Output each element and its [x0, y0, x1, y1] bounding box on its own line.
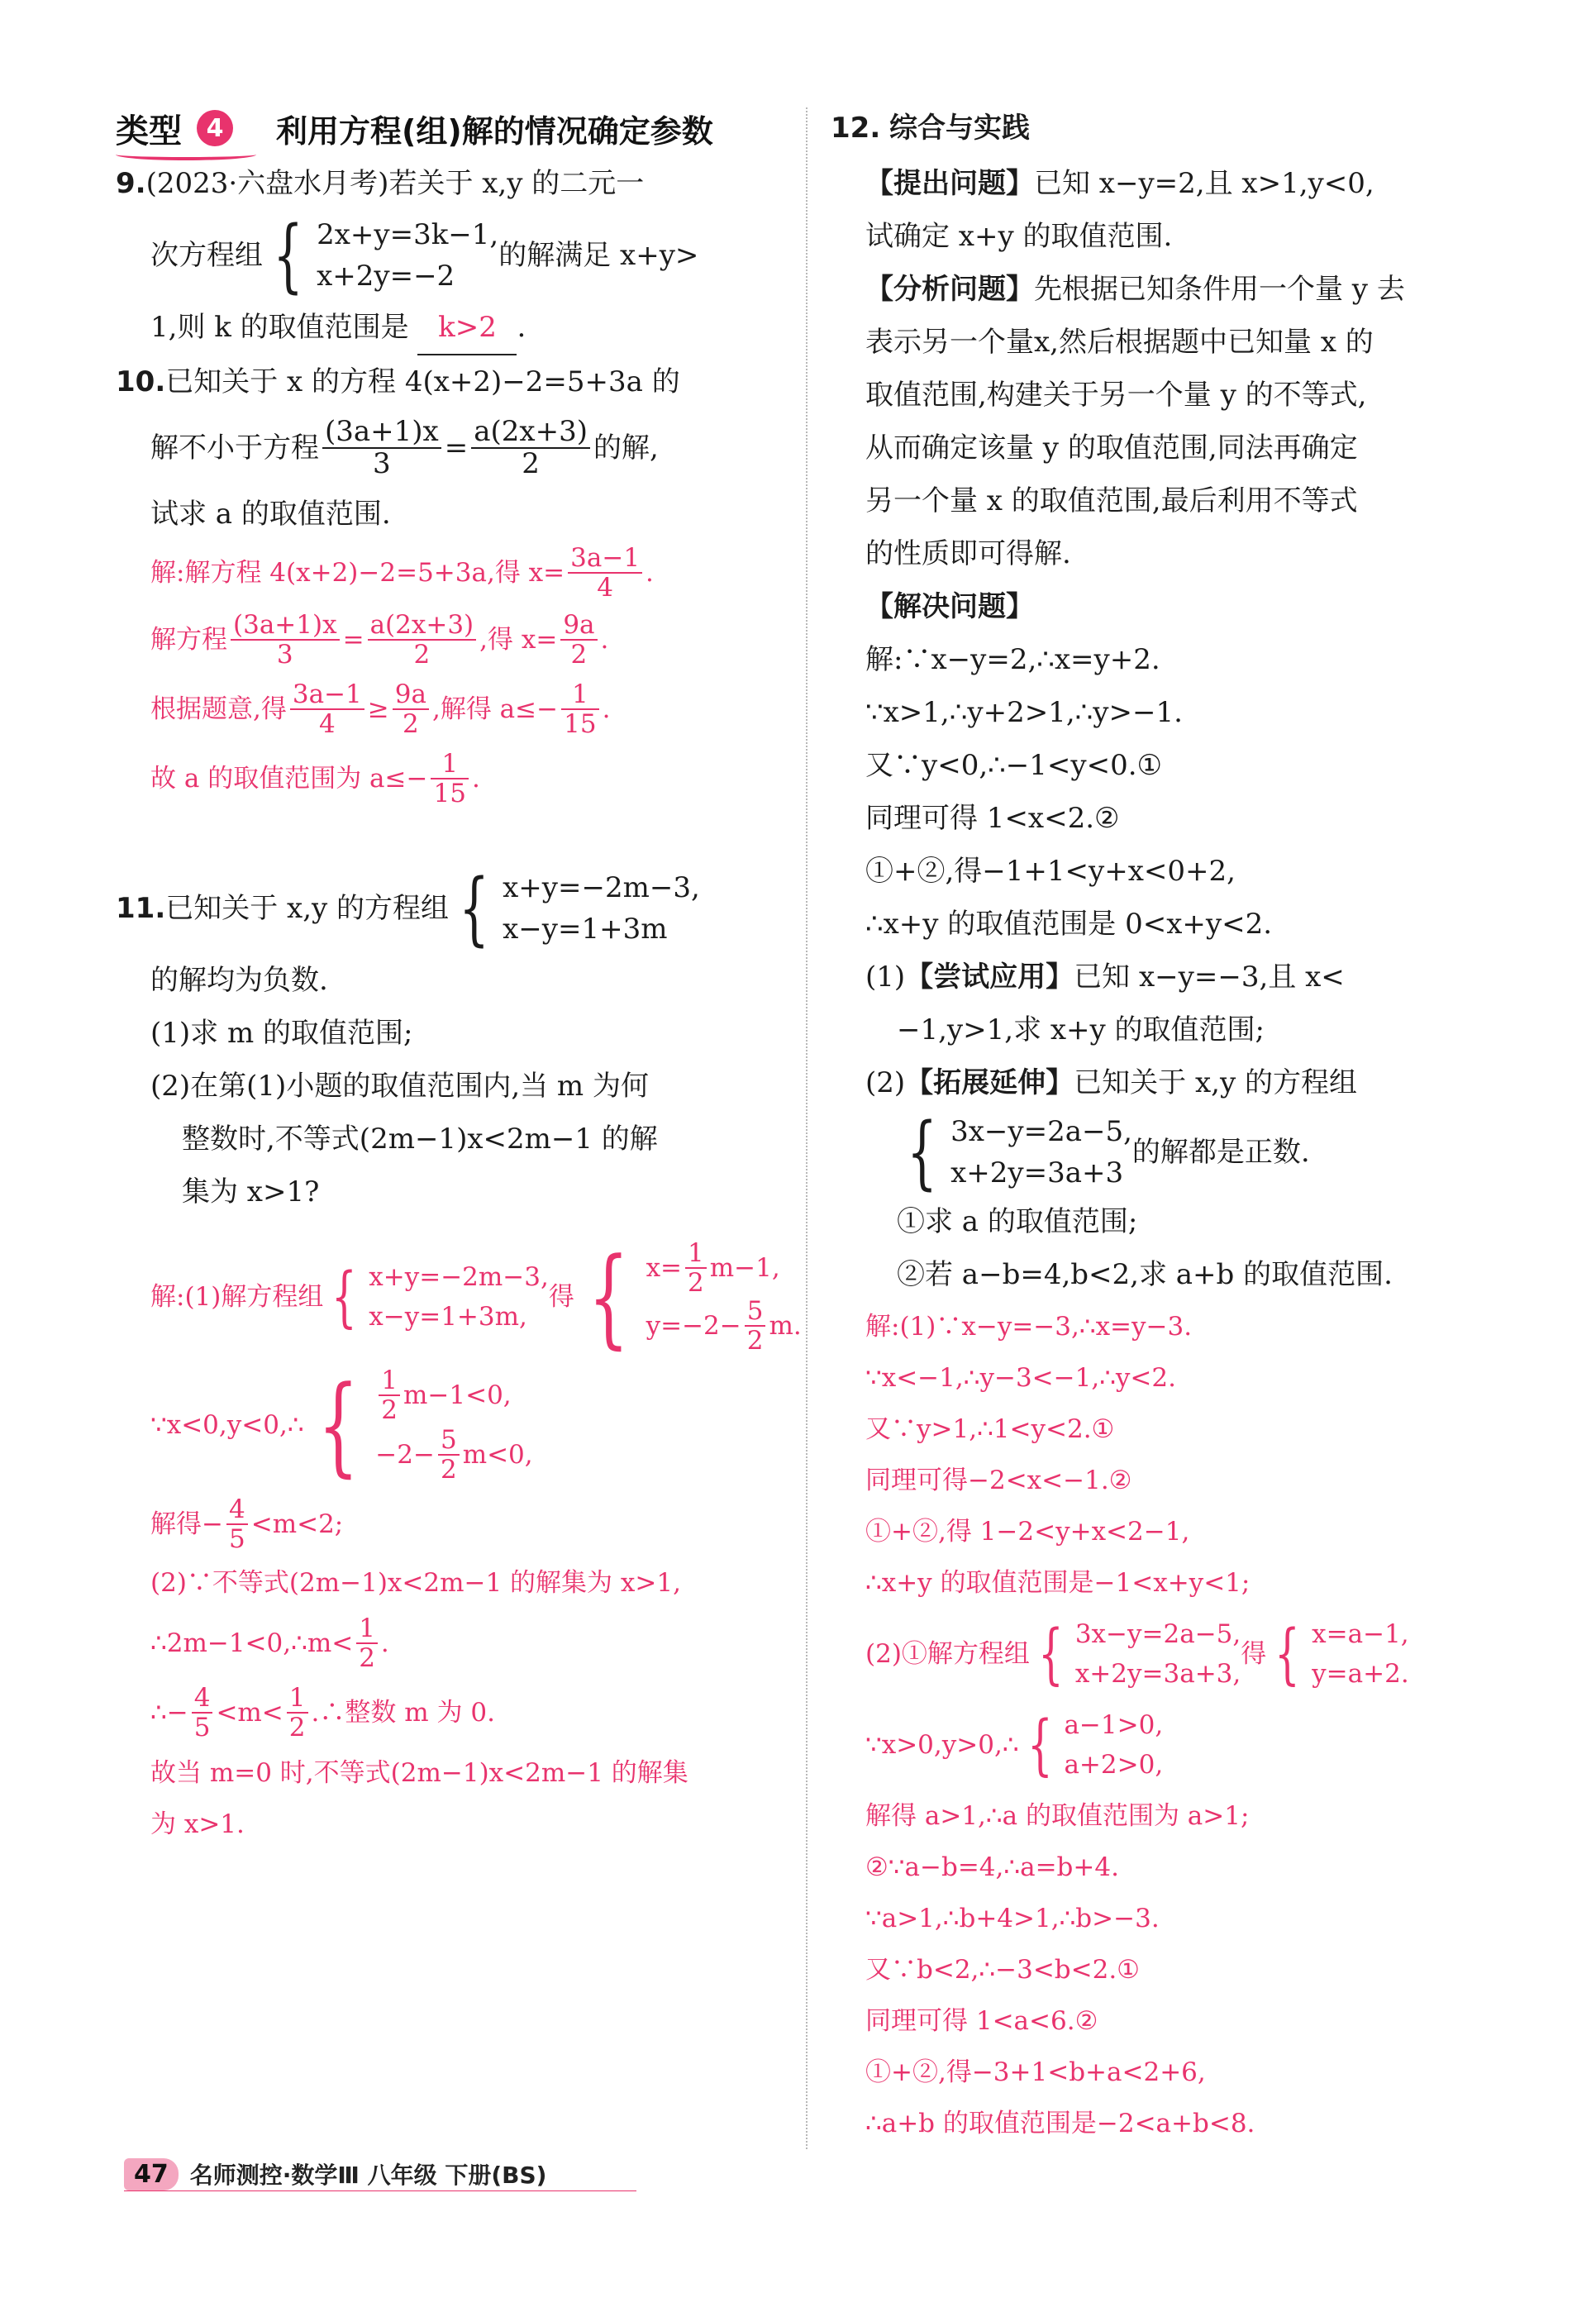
- text: ,解得 a≤−: [431, 694, 559, 724]
- q12-part2-num: (2): [865, 1066, 906, 1099]
- q11-sol-a: 解:(1)解方程组: [150, 1282, 324, 1312]
- q12-sol-line: ∵x>0,y>0,∴: [865, 1730, 1019, 1760]
- text: −2−: [375, 1440, 435, 1470]
- q12-tag-analyze: 【分析问题】: [865, 273, 1034, 306]
- q12-tag-raise-question: 【提出问题】: [865, 167, 1034, 200]
- q12-equation-system: { 3x−y=2a−5, x+2y=3a+3: [907, 1106, 1132, 1199]
- eq: x+2y=3a+3: [950, 1156, 1124, 1189]
- text: .∴整数 m 为 0.: [311, 1698, 495, 1728]
- q12-sol-line: 同理可得−2<x<−1.②: [865, 1466, 1132, 1495]
- column-divider: [806, 107, 808, 2149]
- text: m−1<0,: [403, 1380, 512, 1410]
- text: <m<: [216, 1698, 283, 1728]
- system: { 3x−y=2a−5, x+2y=3a+3,: [1038, 1615, 1241, 1692]
- q12-sol-line: 又∵b<2,∴−3<b<2.①: [865, 1955, 1140, 1985]
- equals-sign: =: [444, 431, 469, 465]
- section-header: [116, 99, 793, 157]
- q11-sol-g1: 故当 m=0 时,不等式(2m−1)x<2m−1 的解集: [150, 1758, 688, 1788]
- eq: 3x−y=2a−5,: [1074, 1619, 1241, 1649]
- q9-equation-system: { 2x+y=3k−1, x+2y=−2: [273, 209, 499, 302]
- q10-sol-step2: 解方程: [150, 625, 227, 655]
- q10-sol-step4: 故 a 的取值范围为 a≤−: [150, 764, 428, 794]
- q12-tag-solve: 【解决问题】: [865, 590, 1034, 623]
- section-title: 利用方程(组)解的情况确定参数: [276, 112, 713, 150]
- q9-line2-pre: 次方程组: [150, 239, 263, 272]
- q12-part1-num: (1): [865, 961, 906, 994]
- system: { a−1>0, a+2>0,: [1027, 1706, 1164, 1783]
- q12-sol-line: ∵a>1,∴b+4>1,∴b>−3.: [865, 1904, 1160, 1933]
- q12-solve-line: 解:∵x−y=2,∴x=y+2.: [865, 643, 1160, 676]
- text: y=−2−: [646, 1311, 741, 1341]
- footer-rule: [124, 2190, 636, 2191]
- q12-sol-line: (2)①解方程组: [865, 1639, 1030, 1669]
- q11-part1: (1)求 m 的取值范围;: [150, 1017, 413, 1050]
- q11-solution: [116, 1234, 802, 1850]
- q10-sol-step3: 根据题意,得: [150, 694, 287, 724]
- punct: .: [646, 558, 654, 588]
- q11-sol-g2: 为 x>1.: [150, 1809, 245, 1839]
- q12-solve-line: ①+②,得−1+1<y+x<0+2,: [865, 855, 1236, 888]
- q12-text: 先根据已知条件用一个量 y 去: [1034, 273, 1405, 306]
- q10-fraction-1: $\frac{(3a+1)x}{3}$: [322, 417, 441, 480]
- eq: x+2y=3a+3,: [1074, 1659, 1241, 1689]
- q12-text: 取值范围,构建关于另一个量 y 的不等式,: [865, 379, 1367, 412]
- fraction: $\frac{1}{2}$: [356, 1614, 378, 1672]
- q10-line3: 试求 a 的取值范围.: [150, 498, 391, 531]
- question-9: [116, 157, 793, 355]
- q11-sol-d: (2)∵不等式(2m−1)x<2m−1 的解集为 x>1,: [150, 1568, 681, 1598]
- q12-sol-line: 解:(1)∵x−y=−3,∴x=y−3.: [865, 1312, 1193, 1342]
- q10-line2-post: 的解,: [593, 431, 659, 465]
- q12-sol-line: 解得 a>1,∴a 的取值范围为 a>1;: [865, 1801, 1250, 1831]
- q12-text: ①求 a 的取值范围;: [897, 1205, 1138, 1238]
- text: m<0,: [462, 1440, 533, 1470]
- punct: .: [471, 764, 480, 794]
- fraction: $\frac{9a}{2}$: [560, 611, 597, 669]
- q11-part2-c: 集为 x>1?: [182, 1175, 320, 1208]
- q12-text: 已知关于 x,y 的方程组: [1074, 1066, 1357, 1099]
- q11-sol-c: 解得−: [150, 1509, 223, 1539]
- q11-eq1: x+y=−2m−3,: [503, 871, 700, 904]
- page-footer: [124, 2157, 546, 2190]
- question-number: 10.: [116, 365, 166, 398]
- q12-text: 从而确定该量 y 的取值范围,同法再确定: [865, 431, 1358, 465]
- q12-sol-line: ①+②,得−3+1<b+a<2+6,: [865, 2057, 1206, 2087]
- q9-line3-post: .: [517, 311, 526, 344]
- q12-text: 表示另一个量x,然后根据题中已知量 x 的: [865, 326, 1374, 359]
- equals-sign: =: [342, 625, 364, 655]
- q12-text: 试确定 x+y 的取值范围.: [865, 220, 1173, 253]
- q9-line2-post: 的解满足 x+y>: [498, 239, 699, 272]
- fraction: $\frac{(3a+1)x}{3}$: [231, 611, 340, 669]
- q12-title: 综合与实践: [889, 112, 1031, 145]
- text: <m<2;: [250, 1509, 344, 1539]
- q11-sol-b: ∵x<0,y<0,∴: [150, 1410, 304, 1440]
- text: 得: [548, 1282, 574, 1312]
- fraction: $\frac{1}{15}$: [561, 680, 598, 738]
- fraction: $\frac{3a-1}{4}$: [568, 544, 642, 602]
- fraction: $\frac{4}{5}$: [226, 1495, 248, 1553]
- text: ,得 x=: [479, 625, 558, 655]
- fraction: $\frac{a(2x+3)}{2}$: [368, 611, 477, 669]
- q10-fraction-2: $\frac{a(2x+3)}{2}$: [471, 417, 590, 480]
- left-column: [116, 99, 802, 1850]
- system: { x=a−1, y=a+2.: [1274, 1615, 1409, 1692]
- q12-sol-line: ②∵a−b=4,∴a=b+4.: [865, 1852, 1119, 1882]
- system: { $\frac{1}{2}$ m−1<0, −2− $\frac{5}{2}$ m<0,: [317, 1362, 533, 1488]
- q10-line1: 已知关于 x 的方程 4(x+2)−2=5+3a 的: [165, 365, 680, 398]
- q12-sol-line: ∵x<−1,∴y−3<−1,∴y<2.: [865, 1363, 1176, 1393]
- q11-line2: 的解均为负数.: [150, 964, 328, 997]
- q12-text: −1,y>1,求 x+y 的取值范围;: [897, 1013, 1265, 1046]
- q12-solve-line: ∴x+y 的取值范围是 0<x+y<2.: [865, 908, 1273, 941]
- punct: .: [600, 625, 609, 655]
- q12-solve-line: 又∵y<0,∴−1<y<0.①: [865, 749, 1162, 782]
- question-number: 9.: [116, 167, 146, 200]
- q11-part2-a: (2)在第(1)小题的取值范围内,当 m 为何: [150, 1070, 649, 1103]
- text: ≥: [367, 694, 389, 724]
- type-label: 类型: [116, 112, 182, 150]
- q12-text: 另一个量 x 的取值范围,最后利用不等式: [865, 484, 1358, 517]
- q12-sol-line: 又∵y>1,∴1<y<2.①: [865, 1414, 1115, 1444]
- eq: y=a+2.: [1312, 1659, 1409, 1689]
- question-10: [116, 355, 793, 813]
- punct: .: [602, 694, 611, 724]
- q12-tag-extend: 【拓展延伸】: [905, 1066, 1074, 1099]
- q11-eq2: x−y=1+3m: [503, 913, 668, 946]
- q12-text: 的解都是正数.: [1131, 1136, 1310, 1169]
- text: m.: [769, 1311, 802, 1341]
- q11-part2-b: 整数时,不等式(2m−1)x<2m−1 的解: [182, 1123, 658, 1156]
- q11-line1: 已知关于 x,y 的方程组: [165, 892, 450, 925]
- fraction: $\frac{3a-1}{4}$: [290, 680, 364, 738]
- q9-answer-blank: k>2: [417, 301, 517, 355]
- eq: x−y=1+3m,: [369, 1302, 527, 1332]
- q11-equation-system: { x+y=−2m−3, x−y=1+3m: [459, 862, 700, 955]
- q9-line1: (2023·六盘水月考)若关于 x,y 的二元一: [145, 167, 645, 200]
- text: .: [380, 1628, 389, 1658]
- fraction: $\frac{1}{2}$: [287, 1684, 308, 1742]
- page-number: 47: [124, 2158, 179, 2190]
- system: { x= $\frac{1}{2}$ m−1, y=−2− $\frac{5}{2}$ m.: [588, 1234, 802, 1360]
- eq: x+y=−2m−3,: [369, 1262, 549, 1292]
- q12-tag-try: 【尝试应用】: [905, 961, 1074, 994]
- q10-line2-pre: 解不小于方程: [150, 431, 319, 465]
- system: { x+y=−2m−3, x−y=1+3m,: [331, 1258, 549, 1335]
- right-column: [831, 99, 1492, 2149]
- text: 得: [1241, 1639, 1267, 1669]
- q11-sol-e: ∴2m−1<0,∴m<: [150, 1628, 354, 1658]
- q12-text: ②若 a−b=4,b<2,求 a+b 的取值范围.: [897, 1258, 1393, 1291]
- text: m−1,: [709, 1253, 780, 1283]
- q12-text: 已知 x−y=2,且 x>1,y<0,: [1034, 167, 1374, 200]
- q11-sol-f: ∴−: [150, 1698, 188, 1728]
- question-number: 12.: [831, 112, 881, 145]
- type-number-badge: 4: [197, 110, 233, 146]
- fraction: $\frac{9a}{2}$: [393, 680, 429, 738]
- q10-sol-step1: 解:解方程 4(x+2)−2=5+3a,得 x=: [150, 558, 565, 588]
- footer-book-title: 名师测控·数学Ⅲ 八年级 下册(BS): [189, 2162, 547, 2189]
- header-swoosh-decoration: [116, 149, 256, 160]
- q12-sol-line: ①+②,得 1−2<y+x<2−1,: [865, 1517, 1190, 1547]
- q12-solve-line: ∵x>1,∴y+2>1,∴y>−1.: [865, 696, 1183, 729]
- fraction: $\frac{1}{15}$: [431, 750, 468, 808]
- eq: 3x−y=2a−5,: [950, 1115, 1132, 1148]
- eq: a−1>0,: [1064, 1710, 1164, 1740]
- q12-text: 的性质即可得解.: [865, 537, 1071, 570]
- q12-solution: [831, 1301, 1492, 2149]
- q12-text: 已知 x−y=−3,且 x<: [1074, 961, 1345, 994]
- fraction: $\frac{4}{5}$: [192, 1684, 213, 1742]
- q12-sol-line: ∴x+y 的取值范围是−1<x+y<1;: [865, 1568, 1251, 1598]
- question-number: 11.: [116, 892, 166, 925]
- question-11: [116, 862, 802, 1850]
- q9-eq2: x+2y=−2: [317, 260, 455, 293]
- q12-sol-line: 同理可得 1<a<6.②: [865, 2006, 1098, 2036]
- q9-line3-pre: 1,则 k 的取值范围是: [150, 311, 409, 344]
- text: x=: [646, 1253, 683, 1283]
- eq: a+2>0,: [1064, 1750, 1164, 1780]
- q12-sol-line: ∴a+b 的取值范围是−2<a+b<8.: [865, 2109, 1255, 2138]
- eq: x=a−1,: [1312, 1619, 1409, 1649]
- q12-solve-line: 同理可得 1<x<2.②: [865, 802, 1120, 835]
- q10-solution: [116, 541, 793, 813]
- q9-eq1: 2x+y=3k−1,: [317, 218, 499, 251]
